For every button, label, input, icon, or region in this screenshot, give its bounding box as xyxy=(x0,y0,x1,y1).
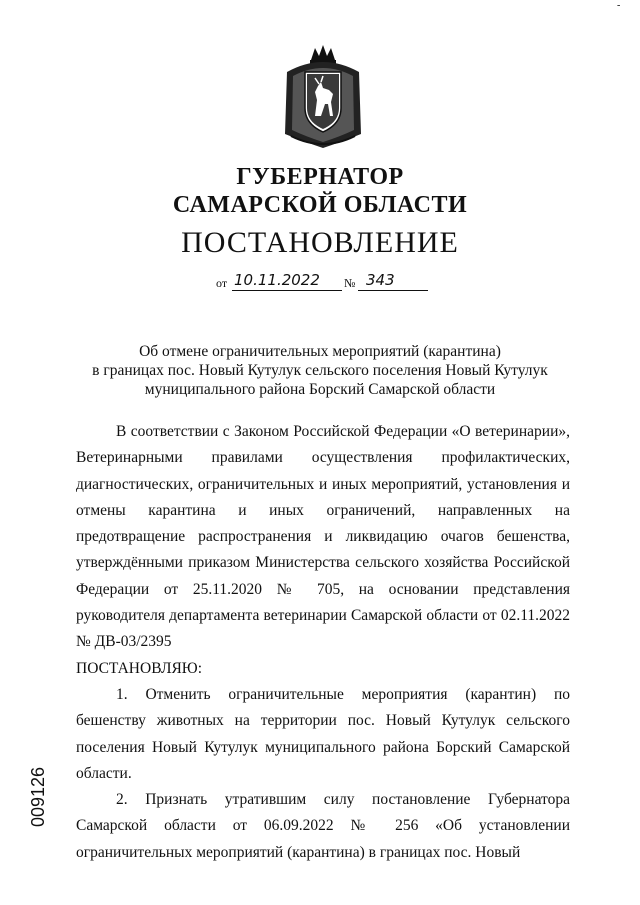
coat-of-arms-emblem xyxy=(281,42,365,152)
title-region: САМАРСКОЙ ОБЛАСТИ xyxy=(172,192,468,218)
corner-mark: - xyxy=(617,0,621,11)
subject-line: в границах пос. Новый Кутулук сельского поселения Новый Кутулук xyxy=(92,362,548,379)
item-1: 1. Отменить ограничительные мероприятия (карантин) по бешенству животных на территории пос. Новый Кутулук сельского поселения Новый Кутулук муниципального района Борский Самарской области. xyxy=(76,685,570,782)
from-label: от xyxy=(216,276,228,290)
decree-date: 10.11.2022 xyxy=(234,271,320,289)
decree-body xyxy=(76,419,570,866)
registration-number xyxy=(26,765,56,825)
subject-line: муниципального района Борский Самарской области xyxy=(144,381,496,398)
decree-number: 343 xyxy=(366,271,395,289)
number-label: № xyxy=(344,276,356,290)
date-number-line xyxy=(210,271,440,294)
registration-number-text: 009126 xyxy=(28,766,48,827)
decree-subject xyxy=(60,342,580,399)
item-2: 2. Признать утратившим силу постановление Губернатора Самарской области от 06.09.2022 № 256 «Об установлении ограничительных мероприятий (карантина) в границах пос. Новый xyxy=(76,791,570,861)
subject-line: Об отмене ограничительных мероприятий (карантина) xyxy=(139,343,501,360)
preamble-paragraph: В соответствии с Законом Российской Федерации «О ветеринарии», Ветеринарными правилами осуществления профилактических, диагностических, ограничительных и иных мероприятий, установления и отмены карантина и иных ограничений, направленных на предотвращение распространения и ликвидацию очагов бешенства, утверждёнными приказом Министерства сельского хозяйства Российской Федерации от 25.11.2020 № 705, на основании представления руководителя департамента ветеринарии Самарской области от 02.11.2022 № ДВ-03/2395 xyxy=(76,423,570,651)
decree-word: ПОСТАНОВЛЯЮ: xyxy=(76,659,203,677)
document-type: ПОСТАНОВЛЕНИЕ xyxy=(181,226,459,259)
title-governor: ГУБЕРНАТОР xyxy=(236,164,404,190)
number-underline xyxy=(358,290,428,291)
date-underline xyxy=(232,290,342,291)
